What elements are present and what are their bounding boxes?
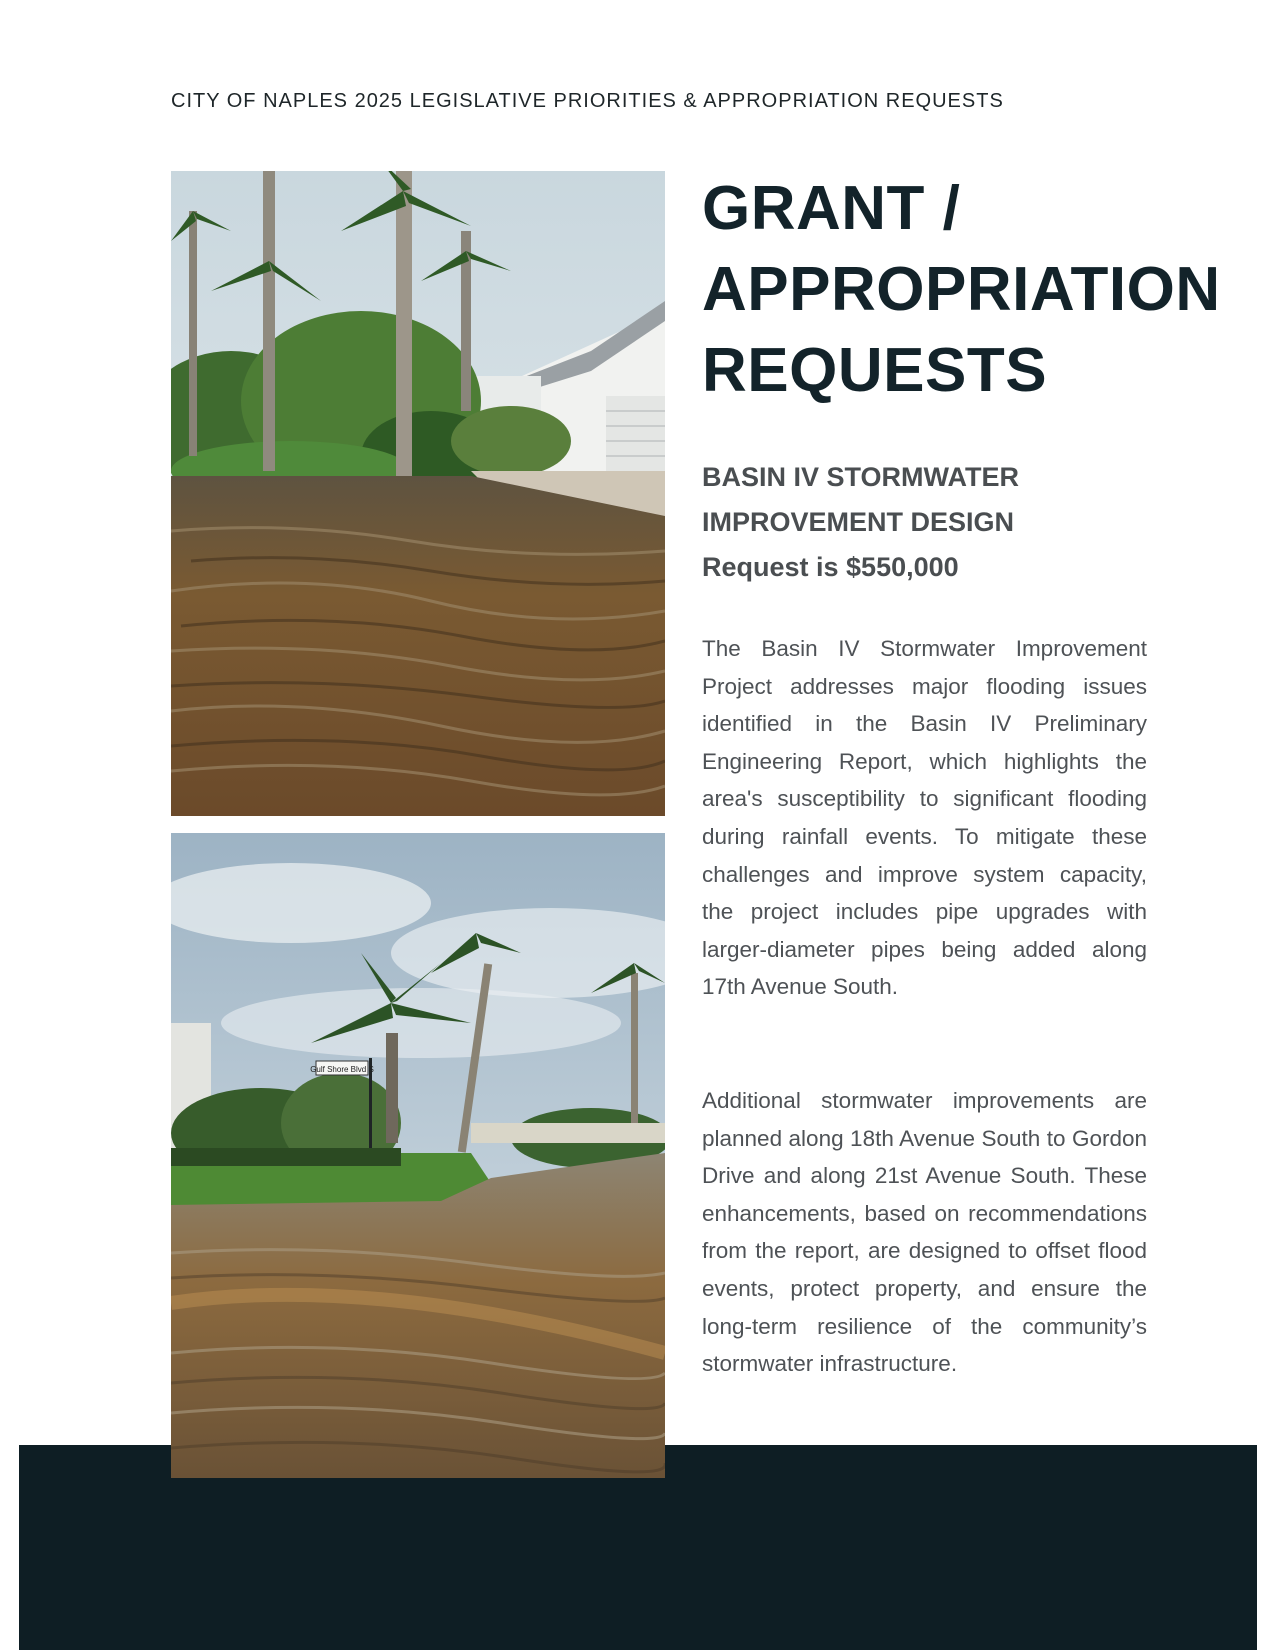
flooded-street-photo-top [171, 171, 665, 816]
main-heading-line: GRANT / [702, 174, 961, 243]
street-sign-text: Gulf Shore Blvd S [310, 1065, 374, 1074]
subheading-line: IMPROVEMENT DESIGN [702, 507, 1015, 537]
flooded-intersection-photo-bottom [171, 833, 665, 1478]
project-subheading [702, 455, 1162, 590]
body-paragraph: The Basin IV Stormwater Improvement Project addresses major flooding issues identified in the Basin IV Preliminary Engineering Report, which highlights the area's susceptibility to significant flooding during rainfall events. To mitigate these challenges and improve system capacity, the project includes pipe upgrades with larger-diameter pipes being added along 17th Avenue South. [702, 636, 1147, 1000]
document-header: CITY OF NAPLES 2025 LEGISLATIVE PRIORITIES & APPROPRIATION REQUESTS [171, 90, 1004, 112]
main-heading-line: REQUESTS [702, 336, 1048, 405]
main-heading [702, 168, 1222, 411]
request-amount: Request is $550,000 [702, 552, 959, 582]
subheading-line: BASIN IV STORMWATER [702, 462, 1020, 492]
body-paragraph: Additional stormwater improvements are planned along 18th Avenue South to Gordon Drive and along 21st Avenue South. These enhancements, based on recommendations from the report, are designed to offset flood events, protect property, and ensure the long-term resilience of the community’s stormwater infrastructure. [702, 1088, 1147, 1377]
main-heading-line: APPROPRIATION [702, 255, 1221, 324]
